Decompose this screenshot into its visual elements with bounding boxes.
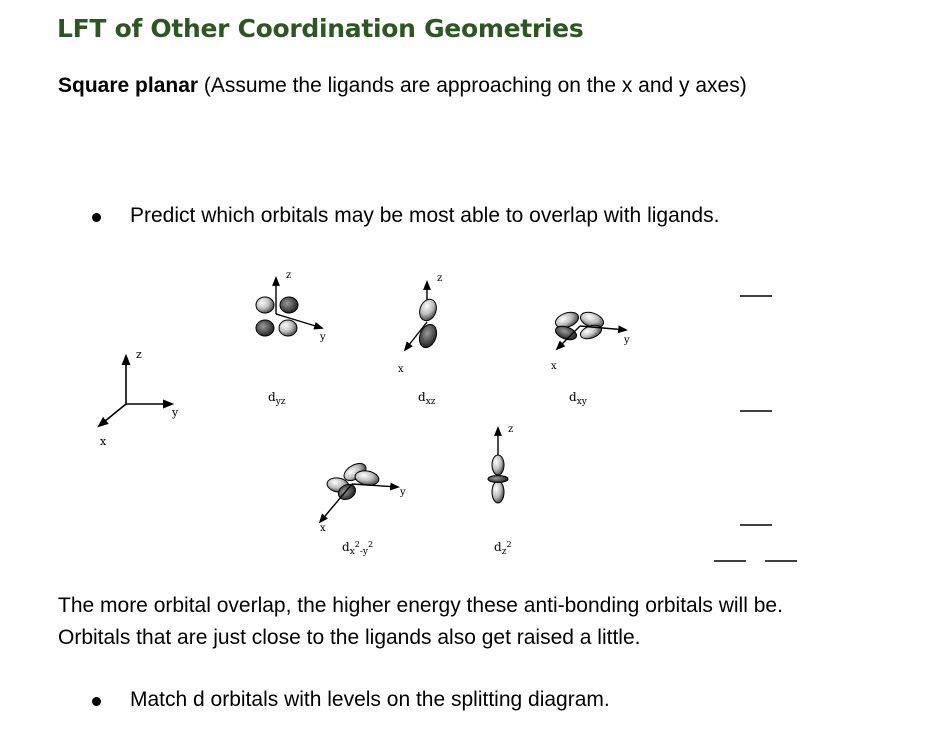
orbital-dz2	[488, 424, 513, 557]
axis-label-y: y	[400, 487, 406, 498]
bullet-text: Match d orbitals with levels on the splitting diagram.	[130, 688, 610, 711]
subtitle	[58, 74, 747, 98]
axis-label-z: z	[286, 270, 292, 281]
orbital-label-dz2: $d_z^2$	[494, 540, 512, 557]
splitting-diagram	[714, 296, 797, 561]
orbital-dxz	[398, 273, 442, 407]
paragraph-line: Orbitals that are just close to the ligands also get raised a little.	[58, 626, 641, 649]
page-title: LFT of Other Coordination Geometries	[57, 14, 584, 43]
subtitle-rest: (Assume the ligands are approaching on the x and y axes)	[203, 74, 747, 97]
axis-label-y: y	[320, 332, 326, 343]
axis-label-x: x	[551, 361, 557, 372]
axis-label-x: x	[398, 364, 404, 375]
axis-label-z: z	[136, 348, 142, 361]
axis-label-z: z	[437, 273, 443, 284]
axis-label-z: z	[508, 424, 514, 435]
orbital-dx2-y2	[320, 460, 406, 557]
orbital-label-dx2-y2: $d_x^2_{-y}^2$	[342, 540, 374, 557]
reference-axes	[99, 348, 179, 448]
bullet-text: Predict which orbitals may be most able to overlap with ligands.	[130, 204, 720, 227]
x-axis-arrow	[99, 404, 126, 426]
paragraph-line: The more orbital overlap, the higher energy these anti-bonding orbitals will be.	[58, 594, 783, 617]
axis-label-x: x	[100, 435, 107, 448]
orbital-diagram	[0, 250, 948, 580]
orbital-dxy	[551, 309, 630, 407]
subtitle-bold: Square planar	[58, 74, 199, 97]
axis-label-y: y	[172, 406, 179, 419]
orbital-label-dxz: $d_{xz}$	[418, 390, 436, 407]
axis-label-y: y	[624, 335, 630, 346]
bullet-dot-icon	[92, 213, 101, 222]
orbital-label-dxy: $d_{xy}$	[569, 390, 587, 407]
bullet-dot-icon	[92, 697, 101, 706]
axis-label-x: x	[320, 523, 326, 534]
orbital-dyz	[256, 270, 326, 407]
orbital-label-dyz: $d_{yz}$	[268, 390, 286, 407]
